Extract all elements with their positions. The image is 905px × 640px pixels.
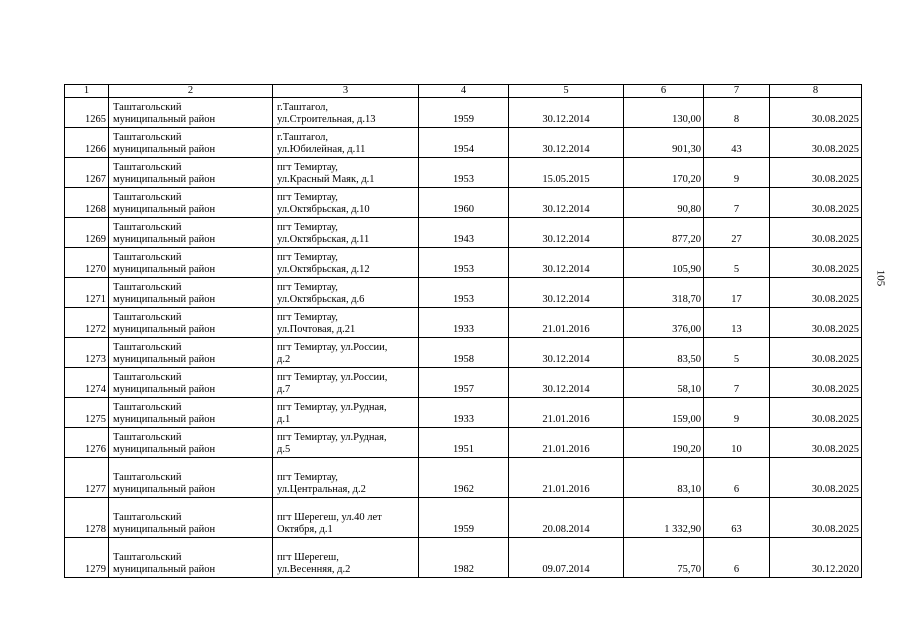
district-cell [109, 458, 273, 498]
table-row [65, 398, 862, 428]
address-cell-line: пгт Темиртау, [277, 472, 338, 483]
deadline-cell: 30.08.2025 [770, 498, 862, 538]
district-cell-line: Таштагольский [113, 512, 182, 523]
area-cell: 1 332,90 [624, 498, 704, 538]
column-header: 5 [509, 85, 624, 98]
address-cell-line: ул.Весенняя, д.2 [277, 564, 351, 575]
column-header: 4 [419, 85, 509, 98]
table-header-row [65, 85, 862, 98]
deadline-cell: 30.08.2025 [770, 458, 862, 498]
count-cell: 13 [704, 308, 770, 338]
date-cell: 09.07.2014 [509, 538, 624, 578]
date-cell: 30.12.2014 [509, 128, 624, 158]
district-cell-line: Таштагольский [113, 432, 182, 443]
district-cell-line: муниципальный район [113, 444, 216, 455]
address-cell-line: пгт Темиртау, [277, 192, 338, 203]
year-cell: 1951 [419, 428, 509, 458]
page-number: 105 [874, 269, 887, 287]
address-cell-line: ул.Октябрьская, д.12 [277, 264, 370, 275]
address-cell [273, 218, 419, 248]
address-cell-line: ул.Октябрьская, д.6 [277, 294, 365, 305]
area-cell: 83,10 [624, 458, 704, 498]
area-cell: 170,20 [624, 158, 704, 188]
address-cell-line: пгт Темиртау, ул.Рудная, [277, 432, 387, 443]
district-cell-line: Таштагольский [113, 282, 182, 293]
area-cell: 105,90 [624, 248, 704, 278]
deadline-cell: 30.08.2025 [770, 338, 862, 368]
year-cell: 1958 [419, 338, 509, 368]
address-cell [273, 128, 419, 158]
deadline-cell: 30.08.2025 [770, 128, 862, 158]
date-cell: 30.12.2014 [509, 368, 624, 398]
district-cell [109, 278, 273, 308]
table-row [65, 188, 862, 218]
address-cell [273, 538, 419, 578]
district-cell-line: муниципальный район [113, 384, 216, 395]
column-header: 7 [704, 85, 770, 98]
deadline-cell: 30.12.2020 [770, 538, 862, 578]
district-cell-line: муниципальный район [113, 264, 216, 275]
district-cell [109, 368, 273, 398]
district-cell [109, 428, 273, 458]
area-cell: 75,70 [624, 538, 704, 578]
row-number-cell: 1266 [65, 128, 109, 158]
date-cell: 21.01.2016 [509, 428, 624, 458]
deadline-cell: 30.08.2025 [770, 278, 862, 308]
address-cell-line: пгт Шерегеш, ул.40 лет [277, 512, 382, 523]
year-cell: 1933 [419, 308, 509, 338]
count-cell: 5 [704, 338, 770, 368]
year-cell: 1953 [419, 248, 509, 278]
district-cell-line: муниципальный район [113, 174, 216, 185]
address-cell-line: г.Таштагол, [277, 102, 329, 113]
district-cell-line: Таштагольский [113, 252, 182, 263]
district-cell-line: муниципальный район [113, 294, 216, 305]
date-cell: 30.12.2014 [509, 188, 624, 218]
address-cell [273, 398, 419, 428]
table-row [65, 248, 862, 278]
district-cell-line: Таштагольский [113, 222, 182, 233]
column-header: 8 [770, 85, 862, 98]
area-cell: 83,50 [624, 338, 704, 368]
district-cell-line: муниципальный район [113, 484, 216, 495]
year-cell: 1954 [419, 128, 509, 158]
date-cell: 30.12.2014 [509, 248, 624, 278]
column-header: 6 [624, 85, 704, 98]
row-number-cell: 1270 [65, 248, 109, 278]
row-number-cell: 1275 [65, 398, 109, 428]
district-cell-line: Таштагольский [113, 472, 182, 483]
deadline-cell: 30.08.2025 [770, 398, 862, 428]
district-cell-line: Таштагольский [113, 102, 182, 113]
district-cell [109, 398, 273, 428]
table-row [65, 428, 862, 458]
year-cell: 1943 [419, 218, 509, 248]
district-cell [109, 338, 273, 368]
row-number-cell: 1269 [65, 218, 109, 248]
district-cell-line: муниципальный район [113, 324, 216, 335]
address-cell-line: ул.Юбилейная, д.11 [277, 144, 366, 155]
deadline-cell: 30.08.2025 [770, 248, 862, 278]
count-cell: 7 [704, 368, 770, 398]
area-cell: 877,20 [624, 218, 704, 248]
area-cell: 318,70 [624, 278, 704, 308]
address-cell-line: пгт Темиртау, ул.Рудная, [277, 402, 387, 413]
row-number-cell: 1278 [65, 498, 109, 538]
address-cell [273, 498, 419, 538]
district-cell-line: Таштагольский [113, 372, 182, 383]
table-row [65, 538, 862, 578]
table-row [65, 308, 862, 338]
table-row [65, 338, 862, 368]
address-cell [273, 278, 419, 308]
district-cell [109, 188, 273, 218]
date-cell: 30.12.2014 [509, 278, 624, 308]
district-cell [109, 158, 273, 188]
date-cell: 30.12.2014 [509, 98, 624, 128]
row-number-cell: 1272 [65, 308, 109, 338]
count-cell: 5 [704, 248, 770, 278]
row-number-cell: 1279 [65, 538, 109, 578]
year-cell: 1960 [419, 188, 509, 218]
table-row [65, 128, 862, 158]
row-number-cell: 1265 [65, 98, 109, 128]
district-cell-line: муниципальный район [113, 144, 216, 155]
address-cell-line: пгт Темиртау, [277, 222, 338, 233]
row-number-cell: 1267 [65, 158, 109, 188]
district-cell-line: муниципальный район [113, 414, 216, 425]
district-cell-line: Таштагольский [113, 342, 182, 353]
row-number-cell: 1276 [65, 428, 109, 458]
table-row [65, 368, 862, 398]
table-body [65, 98, 862, 578]
year-cell: 1953 [419, 158, 509, 188]
date-cell: 30.12.2014 [509, 338, 624, 368]
area-cell: 58,10 [624, 368, 704, 398]
table-row [65, 158, 862, 188]
district-cell-line: Таштагольский [113, 132, 182, 143]
address-cell-line: пгт Темиртау, [277, 252, 338, 263]
district-cell-line: Таштагольский [113, 402, 182, 413]
year-cell: 1962 [419, 458, 509, 498]
district-cell-line: муниципальный район [113, 114, 216, 125]
table-row [65, 458, 862, 498]
row-number-cell: 1271 [65, 278, 109, 308]
address-cell-line: пгт Темиртау, [277, 162, 338, 173]
year-cell: 1982 [419, 538, 509, 578]
table-row [65, 498, 862, 538]
address-cell-line: пгт Темиртау, ул.России, [277, 342, 388, 353]
count-cell: 17 [704, 278, 770, 308]
district-cell-line: Таштагольский [113, 552, 182, 563]
district-cell-line: Таштагольский [113, 312, 182, 323]
housing-table [64, 84, 862, 578]
address-cell [273, 188, 419, 218]
count-cell: 8 [704, 98, 770, 128]
deadline-cell: 30.08.2025 [770, 158, 862, 188]
district-cell-line: муниципальный район [113, 234, 216, 245]
deadline-cell: 30.08.2025 [770, 428, 862, 458]
district-cell-line: муниципальный район [113, 564, 216, 575]
address-cell-line: г.Таштагол, [277, 132, 329, 143]
address-cell-line: ул.Октябрьская, д.10 [277, 204, 370, 215]
count-cell: 9 [704, 398, 770, 428]
address-cell-line: Октября, д.1 [277, 524, 333, 535]
district-cell [109, 498, 273, 538]
address-cell-line: д.5 [277, 444, 291, 455]
address-cell [273, 428, 419, 458]
address-cell-line: ул.Строительная, д.13 [277, 114, 376, 125]
address-cell-line: д.1 [277, 414, 291, 425]
address-cell [273, 458, 419, 498]
table-row [65, 98, 862, 128]
address-cell-line: пгт Темиртау, [277, 312, 338, 323]
address-cell-line: пгт Темиртау, [277, 282, 338, 293]
deadline-cell: 30.08.2025 [770, 308, 862, 338]
deadline-cell: 30.08.2025 [770, 218, 862, 248]
district-cell [109, 308, 273, 338]
district-cell [109, 128, 273, 158]
table-row [65, 278, 862, 308]
address-cell [273, 158, 419, 188]
district-cell-line: Таштагольский [113, 192, 182, 203]
count-cell: 7 [704, 188, 770, 218]
area-cell: 376,00 [624, 308, 704, 338]
address-cell-line: ул.Почтовая, д.21 [277, 324, 356, 335]
address-cell [273, 308, 419, 338]
address-cell-line: ул.Центральная, д.2 [277, 484, 366, 495]
area-cell: 901,30 [624, 128, 704, 158]
count-cell: 9 [704, 158, 770, 188]
row-number-cell: 1268 [65, 188, 109, 218]
count-cell: 63 [704, 498, 770, 538]
row-number-cell: 1277 [65, 458, 109, 498]
count-cell: 43 [704, 128, 770, 158]
date-cell: 21.01.2016 [509, 398, 624, 428]
deadline-cell: 30.08.2025 [770, 188, 862, 218]
deadline-cell: 30.08.2025 [770, 368, 862, 398]
district-cell [109, 538, 273, 578]
deadline-cell: 30.08.2025 [770, 98, 862, 128]
district-cell-line: муниципальный район [113, 354, 216, 365]
date-cell: 21.01.2016 [509, 308, 624, 338]
address-cell-line: д.2 [277, 354, 291, 365]
district-cell [109, 218, 273, 248]
table-row [65, 218, 862, 248]
date-cell: 20.08.2014 [509, 498, 624, 538]
address-cell [273, 368, 419, 398]
address-cell-line: ул.Красный Маяк, д.1 [277, 174, 375, 185]
address-cell [273, 338, 419, 368]
count-cell: 6 [704, 538, 770, 578]
year-cell: 1959 [419, 98, 509, 128]
district-cell [109, 248, 273, 278]
address-cell-line: пгт Темиртау, ул.России, [277, 372, 388, 383]
district-cell-line: муниципальный район [113, 524, 216, 535]
address-cell-line: ул.Октябрьская, д.11 [277, 234, 370, 245]
area-cell: 90,80 [624, 188, 704, 218]
count-cell: 10 [704, 428, 770, 458]
year-cell: 1953 [419, 278, 509, 308]
area-cell: 190,20 [624, 428, 704, 458]
area-cell: 130,00 [624, 98, 704, 128]
address-cell-line: пгт Шерегеш, [277, 552, 339, 563]
date-cell: 15.05.2015 [509, 158, 624, 188]
address-cell [273, 248, 419, 278]
year-cell: 1933 [419, 398, 509, 428]
column-header: 2 [109, 85, 273, 98]
address-cell [273, 98, 419, 128]
address-cell-line: д.7 [277, 384, 291, 395]
year-cell: 1959 [419, 498, 509, 538]
area-cell: 159,00 [624, 398, 704, 428]
count-cell: 27 [704, 218, 770, 248]
year-cell: 1957 [419, 368, 509, 398]
district-cell [109, 98, 273, 128]
row-number-cell: 1273 [65, 338, 109, 368]
row-number-cell: 1274 [65, 368, 109, 398]
count-cell: 6 [704, 458, 770, 498]
district-cell-line: Таштагольский [113, 162, 182, 173]
date-cell: 30.12.2014 [509, 218, 624, 248]
column-header: 1 [65, 85, 109, 98]
district-cell-line: муниципальный район [113, 204, 216, 215]
column-header: 3 [273, 85, 419, 98]
date-cell: 21.01.2016 [509, 458, 624, 498]
